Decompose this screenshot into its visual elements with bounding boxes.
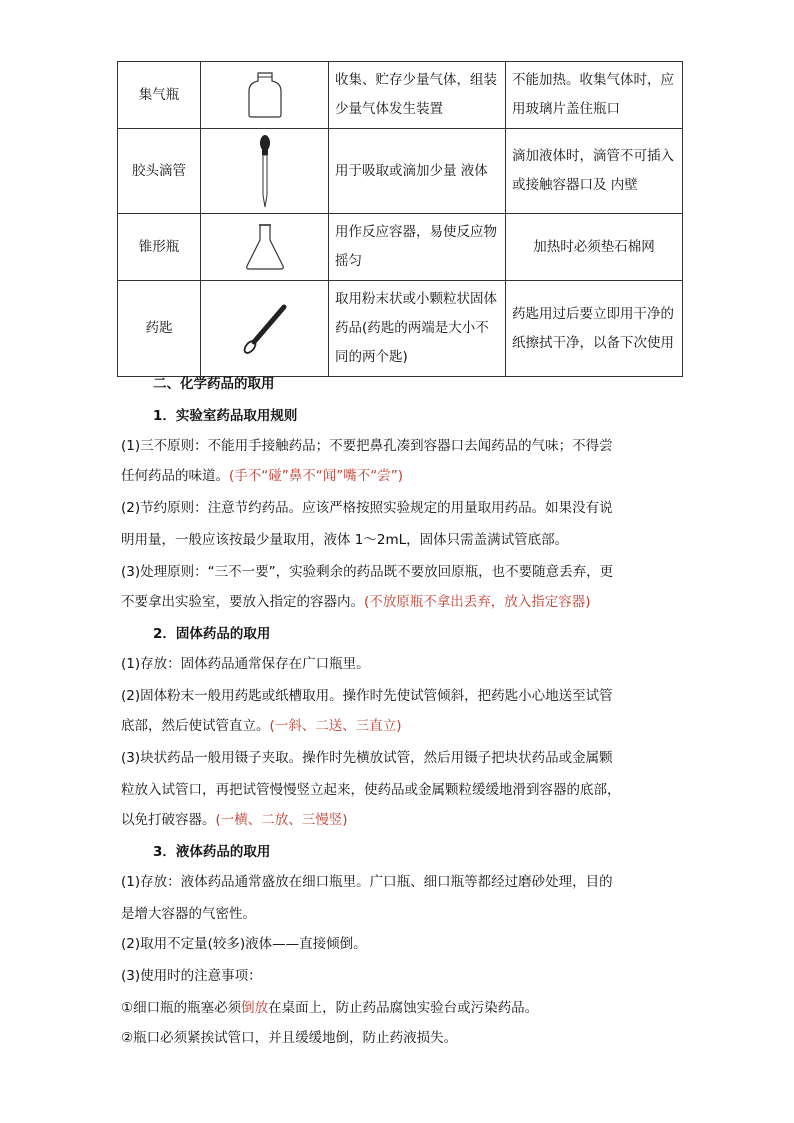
paragraph-line [121,714,402,734]
paragraph-text: 任何药品的味道。 [121,468,229,484]
paragraph-line [121,464,403,484]
paragraph-line: (2)固体粉末一般用药匙或纸槽取用。操作时先使试管倾斜，把药匙小心地送至试管 [121,688,613,704]
equipment-note: 加热时必须垫石棉网 [506,214,683,281]
section-title: 二、化学药品的取用 [153,376,275,392]
equipment-table [117,61,683,377]
equipment-note: 不能加热。收集气体时，应用玻璃片盖住瓶口 [506,62,683,129]
subsection-title: 1．实验室药品取用规则 [153,408,298,424]
subsection-title: 3．液体药品的取用 [153,844,271,860]
paragraph-line: (1)存放：固体药品通常保存在广口瓶里。 [121,656,370,672]
table-row [118,281,683,377]
equipment-use: 用于吸取或滴加少量 液体 [329,129,506,214]
paragraph-line: (3)块状药品一般用镊子夹取。操作时先横放试管，然后用镊子把块状药品或金属颗 [121,750,613,766]
paragraph-text: 在桌面上，防止药品腐蚀实验台或污染药品。 [268,1000,539,1016]
highlight-text: 倒放 [241,1000,269,1016]
paragraph-text: 以免打破容器。 [121,812,216,828]
gas-collecting-bottle-icon [201,62,329,129]
subsection-title: 2．固体药品的取用 [153,626,271,642]
equipment-use: 用作反应容器，易使反应物摇匀 [329,214,506,281]
paragraph-line [121,996,538,1016]
paragraph-text: ①细口瓶的瓶塞必须 [121,1000,242,1016]
paragraph-line: ②瓶口必须紧挨试管口，并且缓缓地倒，防止药液损失。 [121,1030,458,1046]
equipment-use: 收集、贮存少量气体，组装少量气体发生装置 [329,62,506,129]
equipment-name: 药匙 [118,281,201,377]
equipment-name: 胶头滴管 [118,129,201,214]
equipment-note: 滴加液体时，滴管不可插入或接触容器口及 内壁 [506,129,683,214]
medicine-spoon-icon [201,281,329,377]
paragraph-line: (3)使用时的注意事项： [121,968,262,984]
equipment-note: 药匙用过后要立即用干净的纸擦拭干净，以备下次使用 [506,281,683,377]
paragraph-text: 不要拿出实验室，要放入指定的容器内。 [121,594,364,610]
paragraph-line: (2)节约原则：注意节约药品。应该严格按照实验规定的用量取用药品。如果没有说 [121,500,613,516]
table-row [118,62,683,129]
paragraph-line: (1)存放：液体药品通常盛放在细口瓶里。广口瓶、细口瓶等都经过磨砂处理，目的 [121,874,613,890]
equipment-use: 取用粉末状或小颗粒状固体药品(药匙的两端是大小不同的两个匙) [329,281,506,377]
mnemonic-note: (不放原瓶不拿出丢弃，放入指定容器) [364,594,591,610]
paragraph-line: (1)三不原则：不能用手接触药品；不要把鼻孔凑到容器口去闻药品的气味；不得尝 [121,438,613,454]
paragraph-line [121,808,348,828]
mnemonic-note: (手不“碰”鼻不“闻”嘴不“尝”) [229,468,403,484]
equipment-name: 集气瓶 [118,62,201,129]
paragraph-line: (2)取用不定量(较多)液体——直接倾倒。 [121,936,367,952]
paragraph-line: 明用量，一般应该按最少量取用，液体 1～2mL，固体只需盖满试管底部。 [121,532,569,548]
mnemonic-note: (一横、二放、三慢竖) [215,812,348,828]
paragraph-line: 粒放入试管口，再把试管慢慢竖立起来，使药品或金属颗粒缓缓地滑到容器的底部， [121,782,621,798]
paragraph-line: (3)处理原则：“三不一要”，实验剩余的药品既不要放回原瓶，也不要随意丢弃，更 [121,564,614,580]
paragraph-line [121,590,591,610]
table-row [118,129,683,214]
dropper-icon [201,129,329,214]
mnemonic-note: (一斜、二送、三直立) [269,718,402,734]
equipment-name: 锥形瓶 [118,214,201,281]
table-row [118,214,683,281]
paragraph-line: 是增大容器的气密性。 [121,906,256,922]
conical-flask-icon [201,214,329,281]
paragraph-text: 底部，然后使试管直立。 [121,718,270,734]
